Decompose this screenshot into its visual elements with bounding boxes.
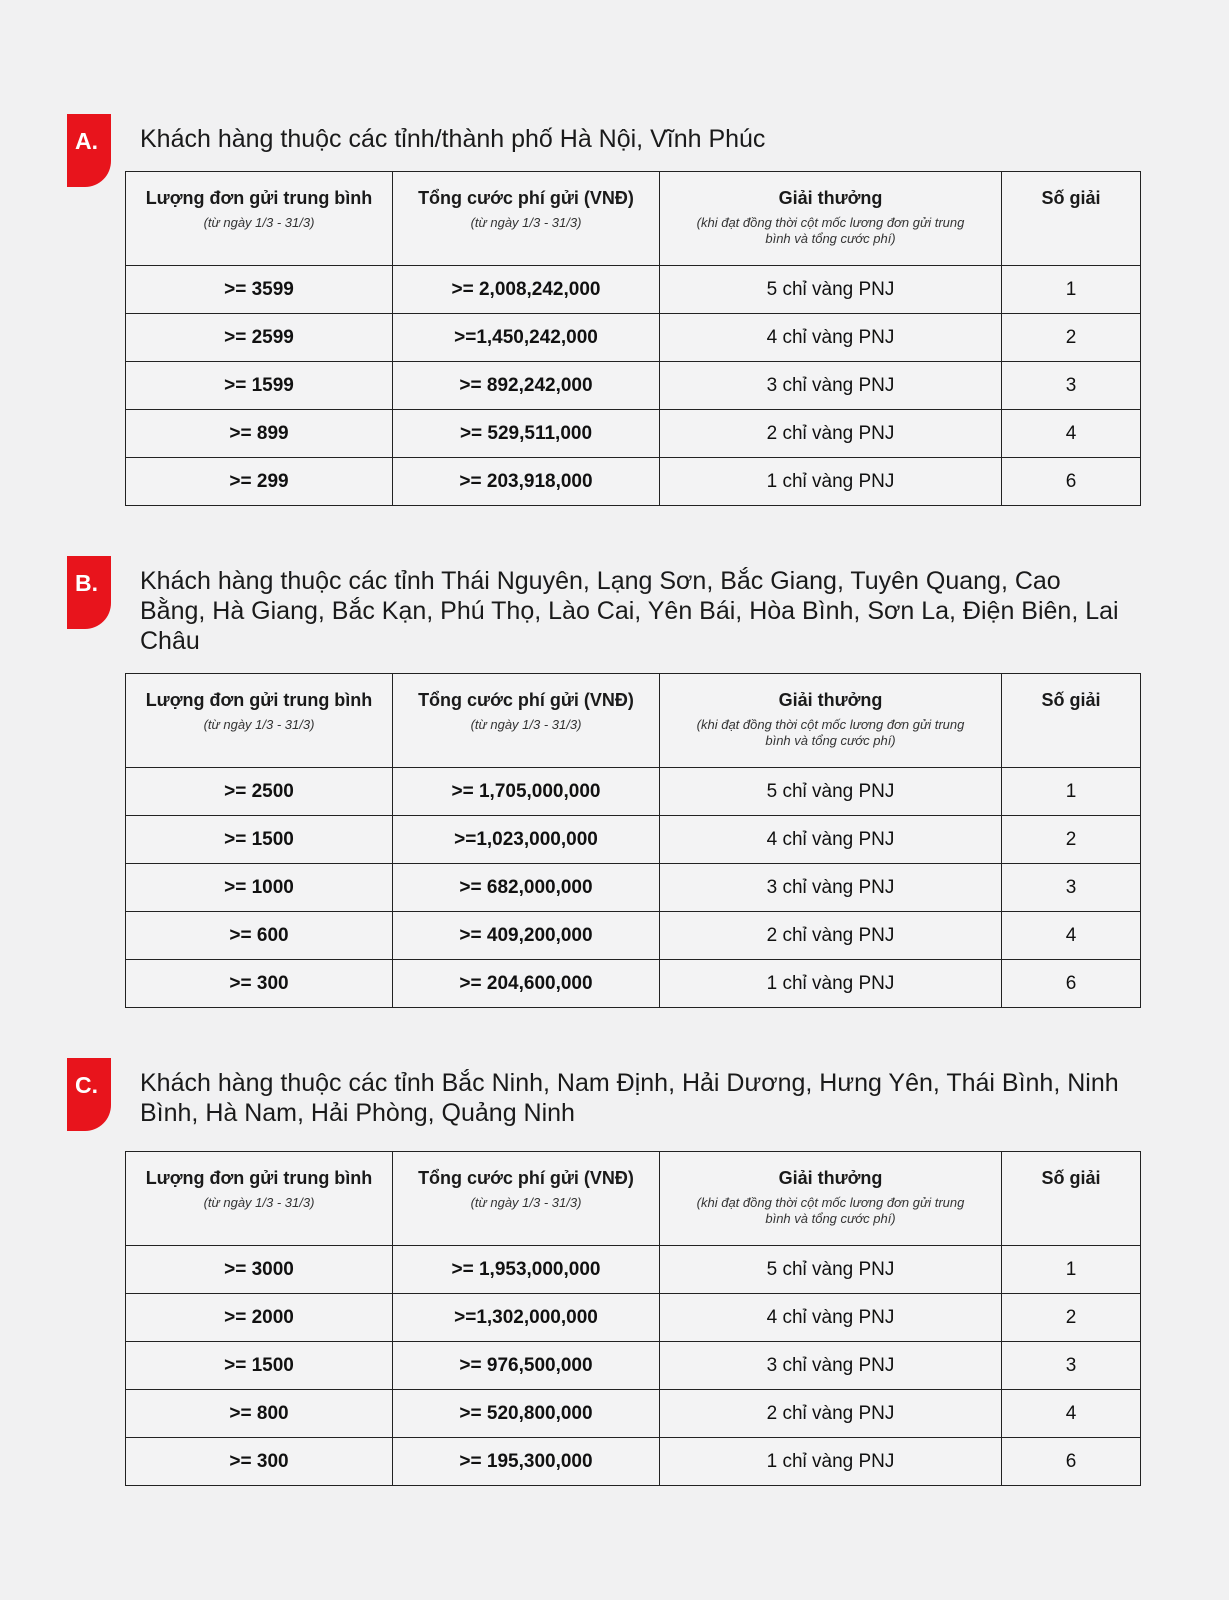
volume-cell: >= 1000	[126, 864, 393, 912]
volume-cell: >= 299	[126, 458, 393, 506]
volume-cell: >= 1599	[126, 362, 393, 410]
fee-cell: >= 520,800,000	[393, 1390, 660, 1438]
section-letter-badge: B.	[67, 556, 111, 629]
prize-cell: 4 chỉ vàng PNJ	[660, 816, 1002, 864]
table-row	[126, 1246, 1141, 1294]
count-cell: 3	[1002, 362, 1141, 410]
table-header-row	[126, 1152, 1141, 1246]
prize-cell: 4 chỉ vàng PNJ	[660, 314, 1002, 362]
prize-cell: 4 chỉ vàng PNJ	[660, 1294, 1002, 1342]
fee-cell: >= 1,953,000,000	[393, 1246, 660, 1294]
volume-cell: >= 1500	[126, 816, 393, 864]
section-heading: Khách hàng thuộc các tỉnh/thành phố Hà Nội, Vĩnh Phúc	[140, 125, 766, 153]
header-volume	[126, 674, 393, 768]
header-volume-note: (từ ngày 1/3 - 31/3)	[203, 215, 315, 230]
count-cell: 2	[1002, 1294, 1141, 1342]
reward-table	[125, 1151, 1141, 1486]
fee-cell: >= 976,500,000	[393, 1342, 660, 1390]
count-cell: 1	[1002, 266, 1141, 314]
table-row	[126, 314, 1141, 362]
volume-cell: >= 300	[126, 960, 393, 1008]
header-fee-title: Tổng cước phí gửi (VNĐ)	[418, 188, 634, 208]
section-letter-badge: C.	[67, 1058, 111, 1131]
table-row	[126, 768, 1141, 816]
fee-cell: >= 204,600,000	[393, 960, 660, 1008]
volume-cell: >= 899	[126, 410, 393, 458]
count-cell: 4	[1002, 912, 1141, 960]
table-row	[126, 816, 1141, 864]
header-fee	[393, 1152, 660, 1246]
fee-cell: >= 195,300,000	[393, 1438, 660, 1486]
table-row	[126, 1342, 1141, 1390]
fee-cell: >= 892,242,000	[393, 362, 660, 410]
fee-cell: >= 682,000,000	[393, 864, 660, 912]
prize-cell: 1 chỉ vàng PNJ	[660, 458, 1002, 506]
header-volume-title: Lượng đơn gửi trung bình	[145, 1168, 373, 1188]
count-cell: 3	[1002, 1342, 1141, 1390]
header-volume	[126, 1152, 393, 1246]
prize-cell: 3 chỉ vàng PNJ	[660, 864, 1002, 912]
table-row	[126, 458, 1141, 506]
table-row	[126, 960, 1141, 1008]
count-cell: 6	[1002, 960, 1141, 1008]
header-volume-note: (từ ngày 1/3 - 31/3)	[203, 717, 315, 732]
fee-cell: >= 203,918,000	[393, 458, 660, 506]
header-prize	[660, 172, 1002, 266]
prize-cell: 5 chỉ vàng PNJ	[660, 1246, 1002, 1294]
table-row	[126, 362, 1141, 410]
prize-cell: 2 chỉ vàng PNJ	[660, 912, 1002, 960]
table-row	[126, 1438, 1141, 1486]
table-header-row	[126, 172, 1141, 266]
table-row	[126, 1390, 1141, 1438]
prize-cell: 1 chỉ vàng PNJ	[660, 1438, 1002, 1486]
header-prize-note: (khi đạt đồng thời cột mốc lương đơn gửi trung bình và tổng cước phí)	[696, 215, 965, 246]
volume-cell: >= 3599	[126, 266, 393, 314]
fee-cell: >= 1,705,000,000	[393, 768, 660, 816]
section-letter-badge: A.	[67, 114, 111, 187]
header-prize-note: (khi đạt đồng thời cột mốc lương đơn gửi trung bình và tổng cước phí)	[696, 717, 965, 748]
volume-cell: >= 300	[126, 1438, 393, 1486]
reward-table	[125, 673, 1141, 1008]
table-row	[126, 912, 1141, 960]
fee-cell: >=1,302,000,000	[393, 1294, 660, 1342]
prize-cell: 3 chỉ vàng PNJ	[660, 362, 1002, 410]
header-count-title: Số giải	[1041, 1168, 1101, 1188]
header-count	[1002, 1152, 1141, 1246]
fee-cell: >= 2,008,242,000	[393, 266, 660, 314]
header-prize-note: (khi đạt đồng thời cột mốc lương đơn gửi trung bình và tổng cước phí)	[696, 1195, 965, 1226]
count-cell: 3	[1002, 864, 1141, 912]
table-row	[126, 410, 1141, 458]
prize-cell: 1 chỉ vàng PNJ	[660, 960, 1002, 1008]
header-volume-title: Lượng đơn gửi trung bình	[145, 188, 373, 208]
fee-cell: >= 529,511,000	[393, 410, 660, 458]
prize-cell: 5 chỉ vàng PNJ	[660, 768, 1002, 816]
count-cell: 2	[1002, 816, 1141, 864]
prize-cell: 2 chỉ vàng PNJ	[660, 410, 1002, 458]
header-fee-note: (từ ngày 1/3 - 31/3)	[470, 717, 582, 732]
header-volume-title: Lượng đơn gửi trung bình	[145, 690, 373, 710]
section-heading: Khách hàng thuộc các tỉnh Thái Nguyên, Lạng Sơn, Bắc Giang, Tuyên Quang, Cao Bằng, Hà Giang, Bắc Kạn, Phú Thọ, Lào Cai, Yên Bái, Hòa Bình, Sơn La, Điện Biên, Lai Châu	[140, 567, 1119, 655]
header-prize-title: Giải thưởng	[778, 690, 883, 710]
fee-cell: >= 409,200,000	[393, 912, 660, 960]
count-cell: 6	[1002, 1438, 1141, 1486]
count-cell: 4	[1002, 410, 1141, 458]
reward-table	[125, 171, 1141, 506]
fee-cell: >=1,023,000,000	[393, 816, 660, 864]
volume-cell: >= 3000	[126, 1246, 393, 1294]
count-cell: 1	[1002, 1246, 1141, 1294]
table-row	[126, 1294, 1141, 1342]
header-prize-title: Giải thưởng	[778, 1168, 883, 1188]
table-row	[126, 864, 1141, 912]
header-fee-note: (từ ngày 1/3 - 31/3)	[470, 215, 582, 230]
prize-cell: 5 chỉ vàng PNJ	[660, 266, 1002, 314]
count-cell: 4	[1002, 1390, 1141, 1438]
fee-cell: >=1,450,242,000	[393, 314, 660, 362]
count-cell: 2	[1002, 314, 1141, 362]
header-count	[1002, 172, 1141, 266]
header-fee-title: Tổng cước phí gửi (VNĐ)	[418, 690, 634, 710]
header-count-title: Số giải	[1041, 188, 1101, 208]
header-prize	[660, 674, 1002, 768]
count-cell: 6	[1002, 458, 1141, 506]
header-count-title: Số giải	[1041, 690, 1101, 710]
header-prize	[660, 1152, 1002, 1246]
section-heading: Khách hàng thuộc các tỉnh Bắc Ninh, Nam Định, Hải Dương, Hưng Yên, Thái Bình, Ninh Bình, Hà Nam, Hải Phòng, Quảng Ninh	[140, 1069, 1119, 1127]
header-fee-note: (từ ngày 1/3 - 31/3)	[470, 1195, 582, 1210]
prize-cell: 3 chỉ vàng PNJ	[660, 1342, 1002, 1390]
header-prize-title: Giải thưởng	[778, 188, 883, 208]
volume-cell: >= 2500	[126, 768, 393, 816]
volume-cell: >= 800	[126, 1390, 393, 1438]
volume-cell: >= 2000	[126, 1294, 393, 1342]
header-fee	[393, 172, 660, 266]
header-fee	[393, 674, 660, 768]
prize-cell: 2 chỉ vàng PNJ	[660, 1390, 1002, 1438]
table-header-row	[126, 674, 1141, 768]
volume-cell: >= 1500	[126, 1342, 393, 1390]
volume-cell: >= 2599	[126, 314, 393, 362]
header-fee-title: Tổng cước phí gửi (VNĐ)	[418, 1168, 634, 1188]
volume-cell: >= 600	[126, 912, 393, 960]
header-count	[1002, 674, 1141, 768]
header-volume-note: (từ ngày 1/3 - 31/3)	[203, 1195, 315, 1210]
header-volume	[126, 172, 393, 266]
count-cell: 1	[1002, 768, 1141, 816]
table-row	[126, 266, 1141, 314]
